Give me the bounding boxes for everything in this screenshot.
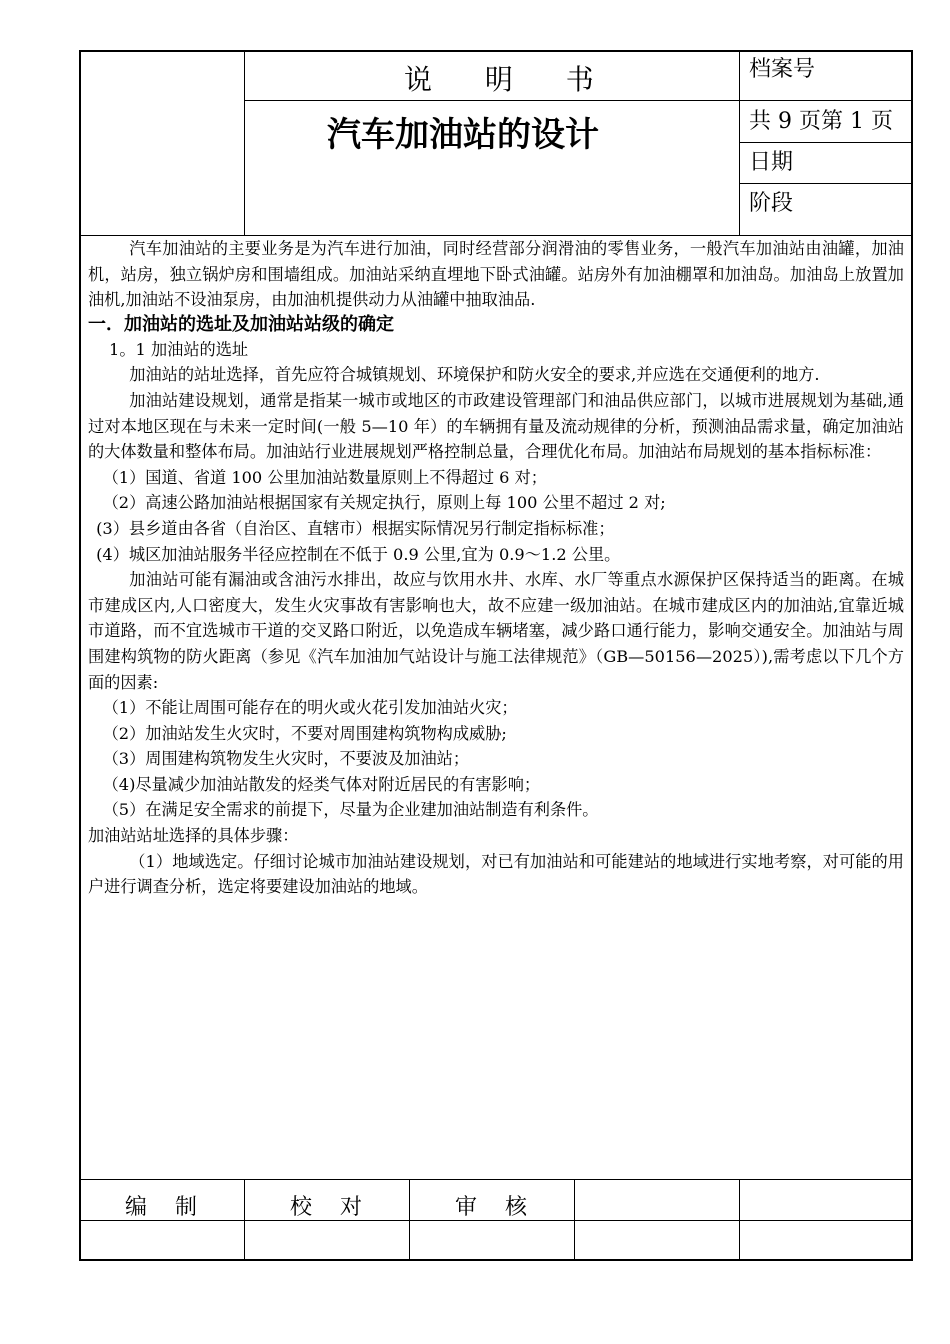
section-heading: 一．加油站的选址及加油站站级的确定 — [88, 313, 394, 335]
review-label: 审核 — [455, 1195, 556, 1220]
list-item: (3）县乡道由各省（自治区、直辖市）根据实际情况另行制定指标标准； — [96, 518, 615, 538]
footer-top-divider — [79, 1179, 913, 1180]
page-info: 共 9 页第 1 页 — [749, 109, 893, 134]
list-item: （2）高速公路加油站根据国家有关规定执行，原则上每 100 公里不超过 2 对; — [102, 493, 666, 513]
paragraph: 加油站建设规划，通常是指某一城市或地区的市政建设管理部门和油品供应部门，以城市进展规划为基础,通过对本地区现在与未来一定时间(一般 5—10 年）的车辆拥有量及流动规律的分析，预测油品需求量，确定加油站的大体数量和整体布局。加油站行业进展规划严格控制总量，合理优化布局。加油站布局规划的基本指标标准： — [88, 390, 904, 462]
header-left-divider — [244, 50, 245, 235]
footer-col-divider — [244, 1179, 245, 1261]
list-item: （1）不能让周围可能存在的明火或火花引发加油站火灾； — [102, 698, 518, 718]
stage-label: 阶段 — [749, 191, 794, 216]
list-item: (4）城区加油站服务半径应控制在不低于 0.9 公里,宜为 0.9～1.2 公里。 — [96, 544, 621, 564]
date-row-divider — [739, 142, 913, 143]
title-divider — [244, 100, 913, 101]
document-body — [88, 236, 904, 900]
step-item: （1）地域选定。仔细讨论城市加油站建设规划，对已有加油站和可能建站的地域进行实地考察，对可能的用户进行调查分析，选定将要建设加油站的地域。 — [88, 851, 904, 897]
paragraph: 加油站可能有漏油或含油污水排出，故应与饮用水井、水库、水厂等重点水源保护区保持适当的距离。在城市建成区内,人口密度大，发生火灾事故有害影响也大，故不应建一级加油站。在城市建成区内的加油站,宜靠近城市道路，而不宜选城市干道的交叉路口附近，以免造成车辆堵塞，减少路口通行能力，影响交通安全。加油站与周围建构筑物的防火距离（参见《汽车加油加气站设计与施工法律规范》（GB—50156—2025）),需考虑以下几个方面的因素: — [88, 570, 904, 692]
list-item: （4)尽量减少加油站散发的烃类气体对附近居民的有害影响； — [102, 774, 541, 794]
list-item: （3）周围建构筑物发生火灾时，不要波及加油站； — [102, 749, 470, 769]
list-item: （5）在满足安全需求的前提下，尽量为企业建加油站制造有利条件。 — [102, 800, 599, 820]
archive-number-label: 档案号 — [749, 57, 816, 82]
compile-label: 编制 — [125, 1195, 226, 1220]
list-item: （2）加油站发生火灾时，不要对周围建构筑物构成威胁; — [102, 723, 507, 743]
intro-paragraph: 汽车加油站的主要业务是为汽车进行加油，同时经营部分润滑油的零售业务，一般汽车加油站由油罐，加油机，站房，独立锅炉房和围墙组成。加油站采纳直埋地下卧式油罐。站房外有加油棚罩和加油岛。加油岛上放置加油机,加油站不设油泵房，由加油机提供动力从油罐中抽取油品. — [88, 239, 904, 310]
date-label: 日期 — [749, 150, 794, 175]
subsection-heading: 1。1 加油站的选址 — [109, 339, 249, 359]
footer-col-divider — [409, 1179, 410, 1261]
footer-col-divider — [739, 1179, 740, 1261]
document-subtitle: 汽车加油站的设计 — [327, 115, 599, 155]
check-label: 校对 — [290, 1195, 391, 1220]
list-item: （1）国道、省道 100 公里加油站数量原则上不得超过 6 对； — [102, 467, 547, 487]
steps-label: 加油站站址选择的具体步骤： — [88, 826, 299, 846]
footer-col-divider — [574, 1179, 575, 1261]
document-title: 说 明 书 — [404, 63, 616, 96]
paragraph: 加油站的站址选择，首先应符合城镇规划、环境保护和防火安全的要求,并应选在交通便利的地方. — [129, 365, 820, 385]
stage-row-divider — [739, 183, 913, 184]
